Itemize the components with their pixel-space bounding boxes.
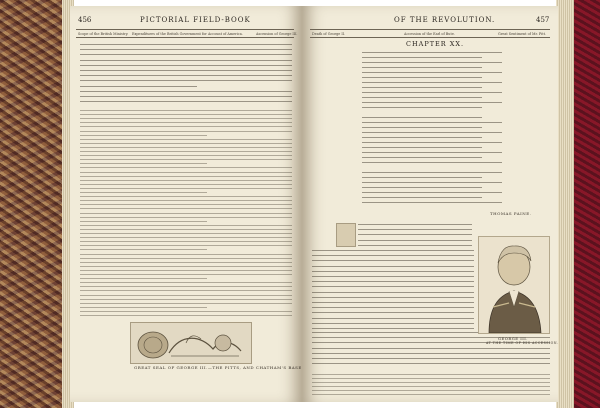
text-line (80, 147, 292, 148)
text-line (80, 75, 292, 76)
text-line (362, 172, 502, 173)
cloth-cover-right (570, 0, 600, 408)
text-line (312, 328, 474, 329)
text-line (80, 159, 292, 160)
text-line (80, 213, 292, 214)
portrait-caption: GEORGE III. (498, 336, 528, 341)
text-line (80, 135, 207, 136)
text-line (362, 92, 502, 93)
text-line (80, 208, 292, 209)
text-line (80, 196, 292, 197)
text-line (312, 250, 474, 251)
header-rule (310, 29, 550, 30)
text-line (362, 192, 502, 193)
text-line (80, 70, 292, 71)
header-rule (76, 37, 294, 38)
text-line (362, 137, 482, 138)
text-line (80, 192, 207, 193)
text-line (312, 266, 474, 267)
text-line (80, 86, 197, 87)
text-line (80, 143, 292, 144)
marbled-page-edge-left (0, 0, 70, 408)
running-head-left: PICTORIAL FIELD-BOOK (140, 16, 251, 24)
george-iii-portrait (478, 236, 550, 334)
text-line (358, 234, 472, 235)
text-line (312, 394, 550, 395)
text-line (312, 358, 550, 359)
text-line (80, 118, 292, 119)
text-line (80, 110, 292, 111)
text-line (312, 292, 474, 293)
text-line (80, 54, 292, 55)
text-line (80, 172, 292, 173)
subhead: Accession of the Earl of Bute. (404, 32, 455, 36)
text-line (312, 323, 474, 324)
text-line (362, 152, 502, 153)
text-line (362, 87, 482, 88)
text-line (80, 315, 292, 316)
text-line (312, 286, 474, 287)
header-rule (310, 37, 550, 38)
text-line (80, 233, 292, 234)
text-line (362, 187, 482, 188)
text-line (80, 188, 292, 189)
text-line (80, 176, 292, 177)
text-line (362, 77, 482, 78)
text-line (312, 297, 474, 298)
page-stack-right (556, 0, 574, 408)
text-line (362, 147, 482, 148)
subhead: Expenditures of the British Government for Account of America. (132, 32, 243, 36)
text-line (80, 311, 292, 312)
text-line (80, 122, 292, 123)
text-line (80, 80, 292, 81)
text-line (362, 62, 502, 63)
header-rule (76, 29, 294, 30)
text-line (312, 363, 550, 364)
portrait-caption-sub: AT THE TIME OF HIS ACCESSION. (486, 341, 558, 345)
text-line (362, 182, 502, 183)
text-line (362, 72, 502, 73)
text-line (80, 299, 292, 300)
page-number-right: 457 (536, 16, 550, 24)
text-line (80, 204, 292, 205)
text-line (312, 271, 474, 272)
text-line (80, 184, 292, 185)
text-line (358, 240, 472, 241)
text-line (80, 49, 292, 50)
text-line (358, 224, 472, 225)
text-line (80, 139, 292, 140)
text-line (80, 91, 292, 92)
subhead: Scope of the British Ministry. (78, 32, 129, 36)
text-line (312, 382, 550, 383)
text-line (80, 101, 292, 102)
engraving-caption-left: GREAT SEAL OF GEORGE III.—THE PITTS, AND CHATHAM'S BASE (134, 365, 302, 370)
text-line (80, 114, 292, 115)
text-line (80, 270, 292, 271)
text-line (312, 318, 474, 319)
text-line (362, 132, 502, 133)
text-line (358, 245, 472, 246)
text-line (80, 60, 292, 61)
text-line (362, 142, 502, 143)
text-line (80, 151, 292, 152)
text-line (362, 97, 482, 98)
text-line (312, 312, 474, 313)
text-line (312, 378, 550, 379)
text-line (80, 266, 292, 267)
running-head-right: OF THE REVOLUTION. (394, 16, 496, 24)
drop-cap-initial (336, 223, 356, 247)
poem-attribution: THOMAS PAINE. (490, 211, 532, 216)
subhead: Great Sentiment of Mr. Pitt. (498, 32, 547, 36)
text-line (80, 290, 292, 291)
text-line (80, 245, 292, 246)
text-line (80, 282, 292, 283)
text-line (80, 180, 292, 181)
text-line (312, 281, 474, 282)
text-line (80, 241, 292, 242)
subhead: Death of George II. (312, 32, 346, 36)
text-line (80, 217, 292, 218)
text-line (362, 117, 482, 118)
text-line (80, 221, 207, 222)
text-line (80, 258, 292, 259)
chapter-heading: CHAPTER XX. (406, 40, 465, 48)
text-line (80, 295, 292, 296)
text-line (312, 276, 474, 277)
text-line (362, 52, 502, 53)
text-line (80, 126, 292, 127)
text-line (80, 155, 292, 156)
text-line (80, 274, 292, 275)
text-line (80, 65, 292, 66)
text-line (362, 197, 482, 198)
text-line (80, 96, 292, 97)
text-line (80, 163, 207, 164)
text-line (362, 162, 502, 163)
text-line (312, 374, 550, 375)
left-page (70, 6, 302, 402)
text-line (362, 122, 502, 123)
text-line (312, 386, 550, 387)
text-line (362, 202, 502, 203)
text-line (80, 44, 292, 45)
text-line (362, 82, 502, 83)
text-line (80, 303, 292, 304)
text-line (312, 390, 550, 391)
text-line (362, 107, 482, 108)
text-line (80, 167, 292, 168)
text-line (80, 307, 207, 308)
text-line (312, 353, 550, 354)
text-line (80, 229, 292, 230)
text-line (358, 229, 472, 230)
text-line (362, 57, 482, 58)
subhead: Ascension of George III. (256, 32, 298, 36)
text-line (80, 200, 292, 201)
text-line (80, 286, 292, 287)
text-line (80, 249, 207, 250)
text-line (312, 302, 474, 303)
text-line (362, 67, 482, 68)
text-line (312, 255, 474, 256)
text-line (80, 254, 292, 255)
right-page (302, 6, 558, 402)
text-line (362, 127, 482, 128)
text-line (362, 157, 482, 158)
text-line (312, 260, 474, 261)
text-line (362, 102, 502, 103)
text-line (80, 237, 292, 238)
text-line (80, 131, 292, 132)
text-line (362, 177, 482, 178)
text-line (80, 278, 207, 279)
great-seal-engraving (130, 322, 252, 364)
text-line (80, 225, 292, 226)
text-line (80, 262, 292, 263)
text-line (312, 307, 474, 308)
text-line (312, 348, 550, 349)
page-number-left: 456 (78, 16, 92, 24)
